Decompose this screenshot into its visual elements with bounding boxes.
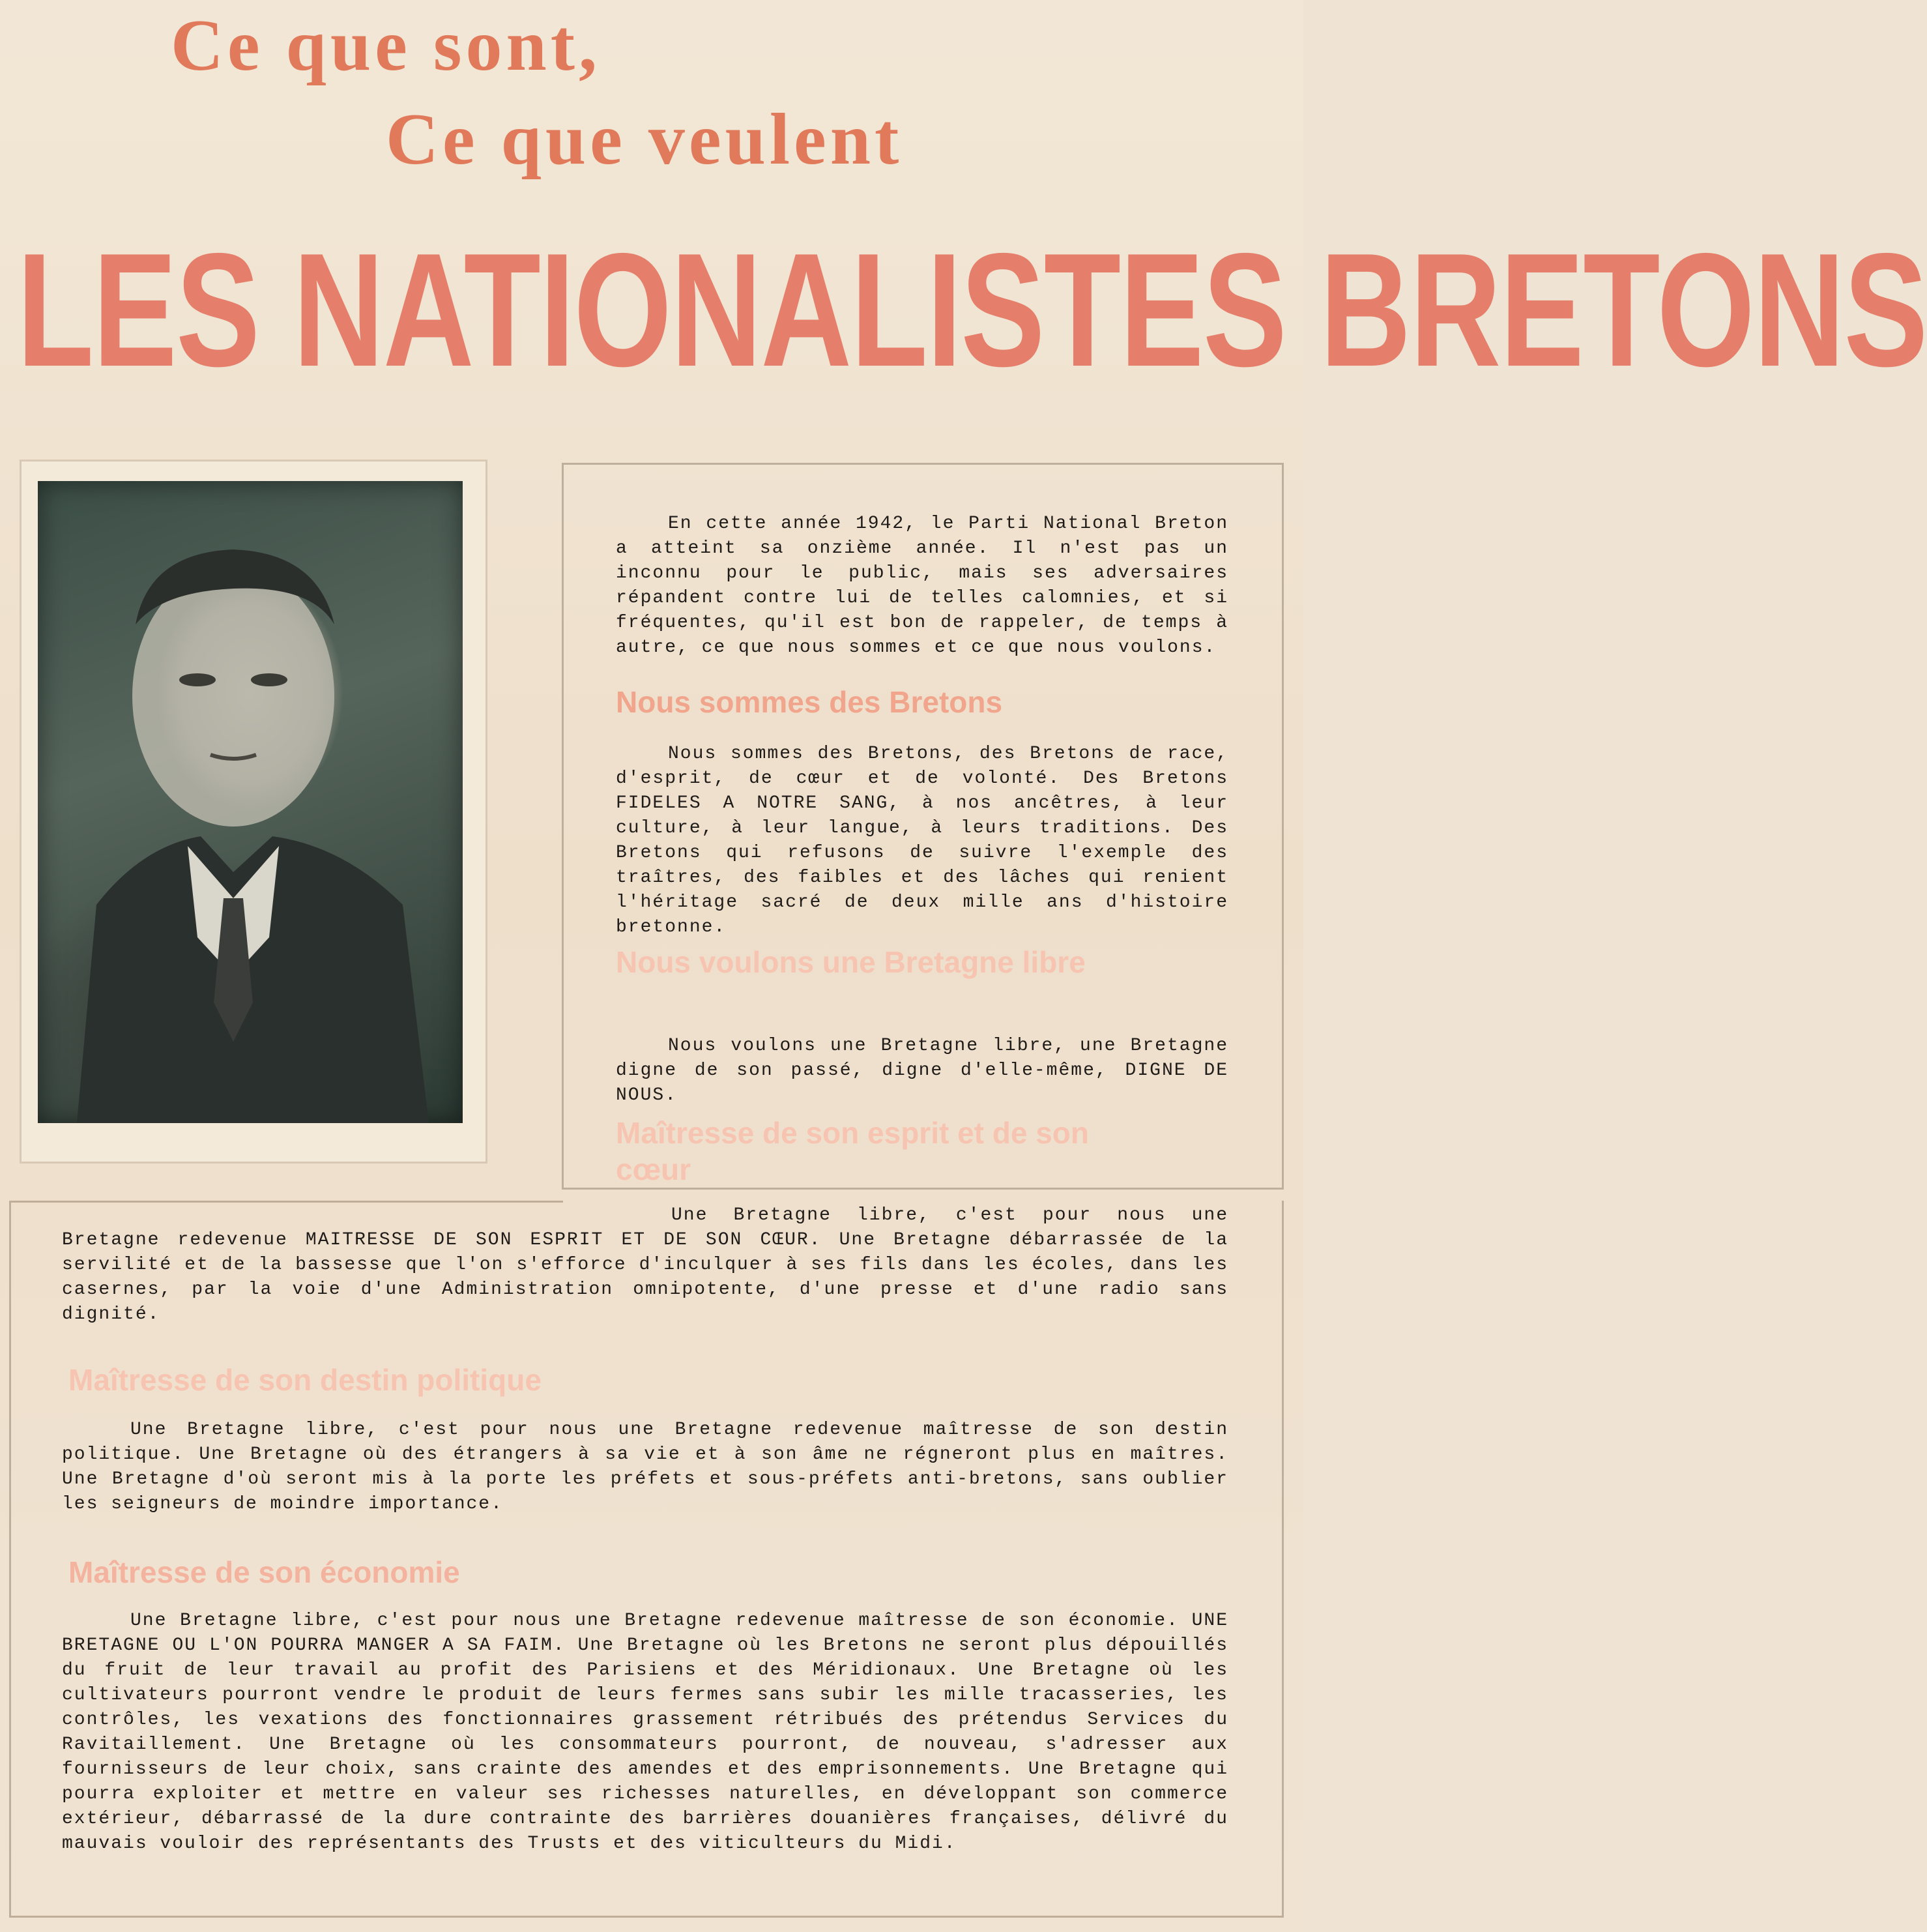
section-text-2: Nous voulons une Bretagne libre, une Bretagne digne de son passé, digne d'elle-même, DIGNE DE NOUS. [616, 1036, 1228, 1105]
portrait-photo [38, 481, 463, 1123]
title-line-1: Ce que sont, [171, 5, 601, 86]
poster-headline: LES NATIONALISTES BRETONS [17, 219, 1927, 400]
section-heading-4: Maîtresse de son destin politique [68, 1363, 542, 1397]
section-text-5: Une Bretagne libre, c'est pour nous une Bretagne redevenue maîtresse de son économie. UNE BRETAGNE OU L'ON POURRA MANGER A SA FAIM. Une Bretagne où les Bretons ne seront plus dépouillés du fruit de leur travail au profit des Parisiens et des Méridionaux. Une Bretagne où les cultivateurs pourront vendre le produit de leurs fermes sans subir les mille tracasseries, les contrôles, les vexations des fonctionnaires grassement rétribués des prétendus Services du Ravitaillement. Une Bretagne où les consommateurs pourront, de nouveau, s'adresser aux fournisseurs de leur choix, sans crainte des amendes et des emprisonnements. Une Bretagne qui pourra exploiter et mettre en valeur ses richesses naturelles, en développant son commerce extérieur, débarrassé de la dure contrainte des barrières douanières françaises, délivré du mauvais vouloir des représentants des Trusts et des viticulteurs du Midi. [62, 1611, 1228, 1854]
section-heading-3: Maîtresse de son esprit et de son cœur [616, 1116, 1090, 1186]
title-line-2: Ce que veulent [386, 99, 903, 180]
section-heading-1: Nous sommes des Bretons [616, 685, 1003, 719]
portrait-figure [38, 481, 463, 1123]
section-heading-2: Nous voulons une Bretagne libre [616, 945, 1086, 979]
section-heading-5: Maîtresse de son économie [68, 1555, 460, 1589]
intro-paragraph: En cette année 1942, le Parti National Breton a atteint sa onzième année. Il n'est pas un inconnu pour le public, mais ses adversaires répandent contre lui de telles calomnies, et si fréquentes, qu'il est bon de rappeler, de temps à autre, ce que nous sommes et ce que nous voulons. [616, 514, 1228, 658]
section-text-4: Une Bretagne libre, c'est pour nous une Bretagne redevenue maîtresse de son destin politique. Une Bretagne où des étrangers à sa vie et à son âme ne régneront plus en maîtres. Une Bretagne d'où seront mis à la porte les préfets et sous-préfets anti-bretons, sans oublier les seigneurs de moindre importance. [62, 1420, 1228, 1514]
section-text-3: Une Bretagne libre, c'est pour nous une Bretagne redevenue MAITRESSE DE SON ESPRIT ET DE SON CŒUR. Une Bretagne débarrassée de la servilité et de la bassesse que l'on s'efforce d'inculquer à ses fils dans les écoles, dans les casernes, par la voie d'une Administration omnipotente, d'une presse et d'une radio sans dignité. [62, 1205, 1228, 1325]
section-text-1: Nous sommes des Bretons, des Bretons de race, d'esprit, de cœur et de volonté. Des Bretons FIDELES A NOTRE SANG, à nos ancêtres, à leur culture, à leur langue, à leurs traditions. Des Bretons qui refusons de suivre l'exemple des traîtres, des faibles et des lâches qui renient l'héritage sacré de deux mille ans d'histoire bretonne. [616, 744, 1228, 937]
